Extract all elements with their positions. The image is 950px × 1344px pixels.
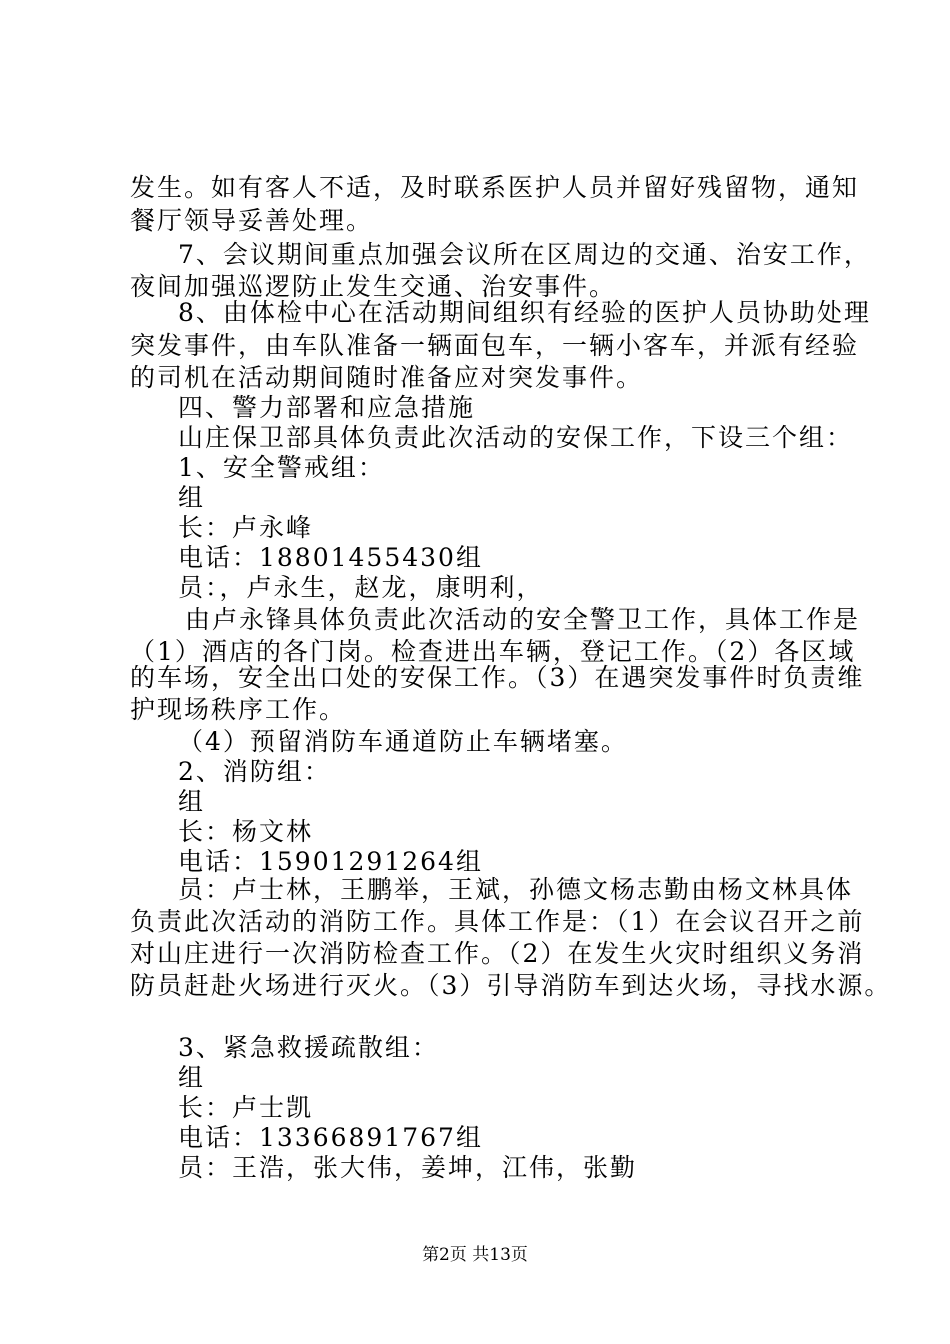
paragraph-line: 电话：15901291264组 (178, 847, 483, 876)
paragraph-line: 防员赶赴火场进行灭火。（3）引导消防车到达火场，寻找水源。 (130, 971, 892, 1000)
paragraph-line: 电话：13366891767组 (178, 1123, 483, 1152)
paragraph-line: 长：卢士凯 (178, 1093, 314, 1122)
group-heading: 1、安全警戒组： (178, 453, 385, 482)
paragraph-line: 护现场秩序工作。 (130, 695, 347, 724)
section-heading: 四、警力部署和应急措施 (178, 393, 476, 422)
paragraph-line: 长：卢永峰 (178, 513, 314, 542)
paragraph-line: （1）酒店的各门岗。检查进出车辆，登记工作。（2）各区域 (130, 637, 856, 666)
paragraph-line: 负责此次活动的消防工作。具体工作是：（1）在会议召开之前 (130, 907, 865, 936)
paragraph-line: 电话：18801455430组 (178, 543, 483, 572)
paragraph-line: 发生。如有客人不适，及时联系医护人员并留好残留物，通知 (130, 173, 860, 202)
paragraph-line: 组 (178, 787, 206, 816)
paragraph-line: 夜间加强巡逻防止发生交通、治安事件。 (130, 272, 617, 301)
group-heading: 3、紧急救援疏散组： (178, 1033, 439, 1062)
paragraph-line: 的车场，安全出口处的安保工作。（3）在遇突发事件时负责维 (130, 663, 865, 692)
paragraph-line: 餐厅领导妥善处理。 (130, 206, 374, 235)
paragraph-line: 员：卢士林，王鹏举，王斌，孙德文杨志勤由杨文林具体 (178, 875, 854, 904)
paragraph-line: 组 (178, 1063, 206, 1092)
paragraph-line: 山庄保卫部具体负责此次活动的安保工作，下设三个组： (178, 423, 854, 452)
paragraph-line: （4）预留消防车通道防止车辆堵塞。 (178, 727, 628, 756)
paragraph-line: 组 (178, 483, 206, 512)
page-number-footer: 第2页 共13页 (422, 1245, 528, 1265)
group-heading: 2、消防组： (178, 757, 331, 786)
paragraph-line: 的司机在活动期间随时准备应对突发事件。 (130, 363, 644, 392)
paragraph-line: 由卢永锋具体负责此次活动的安全警卫工作，具体工作是 (185, 605, 861, 634)
paragraph-line: 员：王浩，张大伟，姜坤，江伟，张勤 (178, 1153, 638, 1182)
paragraph-line: 8、由体检中心在活动期间组织有经验的医护人员协助处理 (178, 298, 871, 327)
paragraph-line: 7、会议期间重点加强会议所在区周边的交通、治安工作， (178, 240, 871, 269)
paragraph-line: 对山庄进行一次消防检查工作。（2）在发生火灾时组织义务消 (130, 939, 865, 968)
paragraph-line: 长：杨文林 (178, 817, 314, 846)
paragraph-line: 员：，卢永生，赵龙，康明利， (178, 573, 544, 602)
paragraph-line: 突发事件，由车队准备一辆面包车，一辆小客车，并派有经验 (130, 331, 860, 360)
